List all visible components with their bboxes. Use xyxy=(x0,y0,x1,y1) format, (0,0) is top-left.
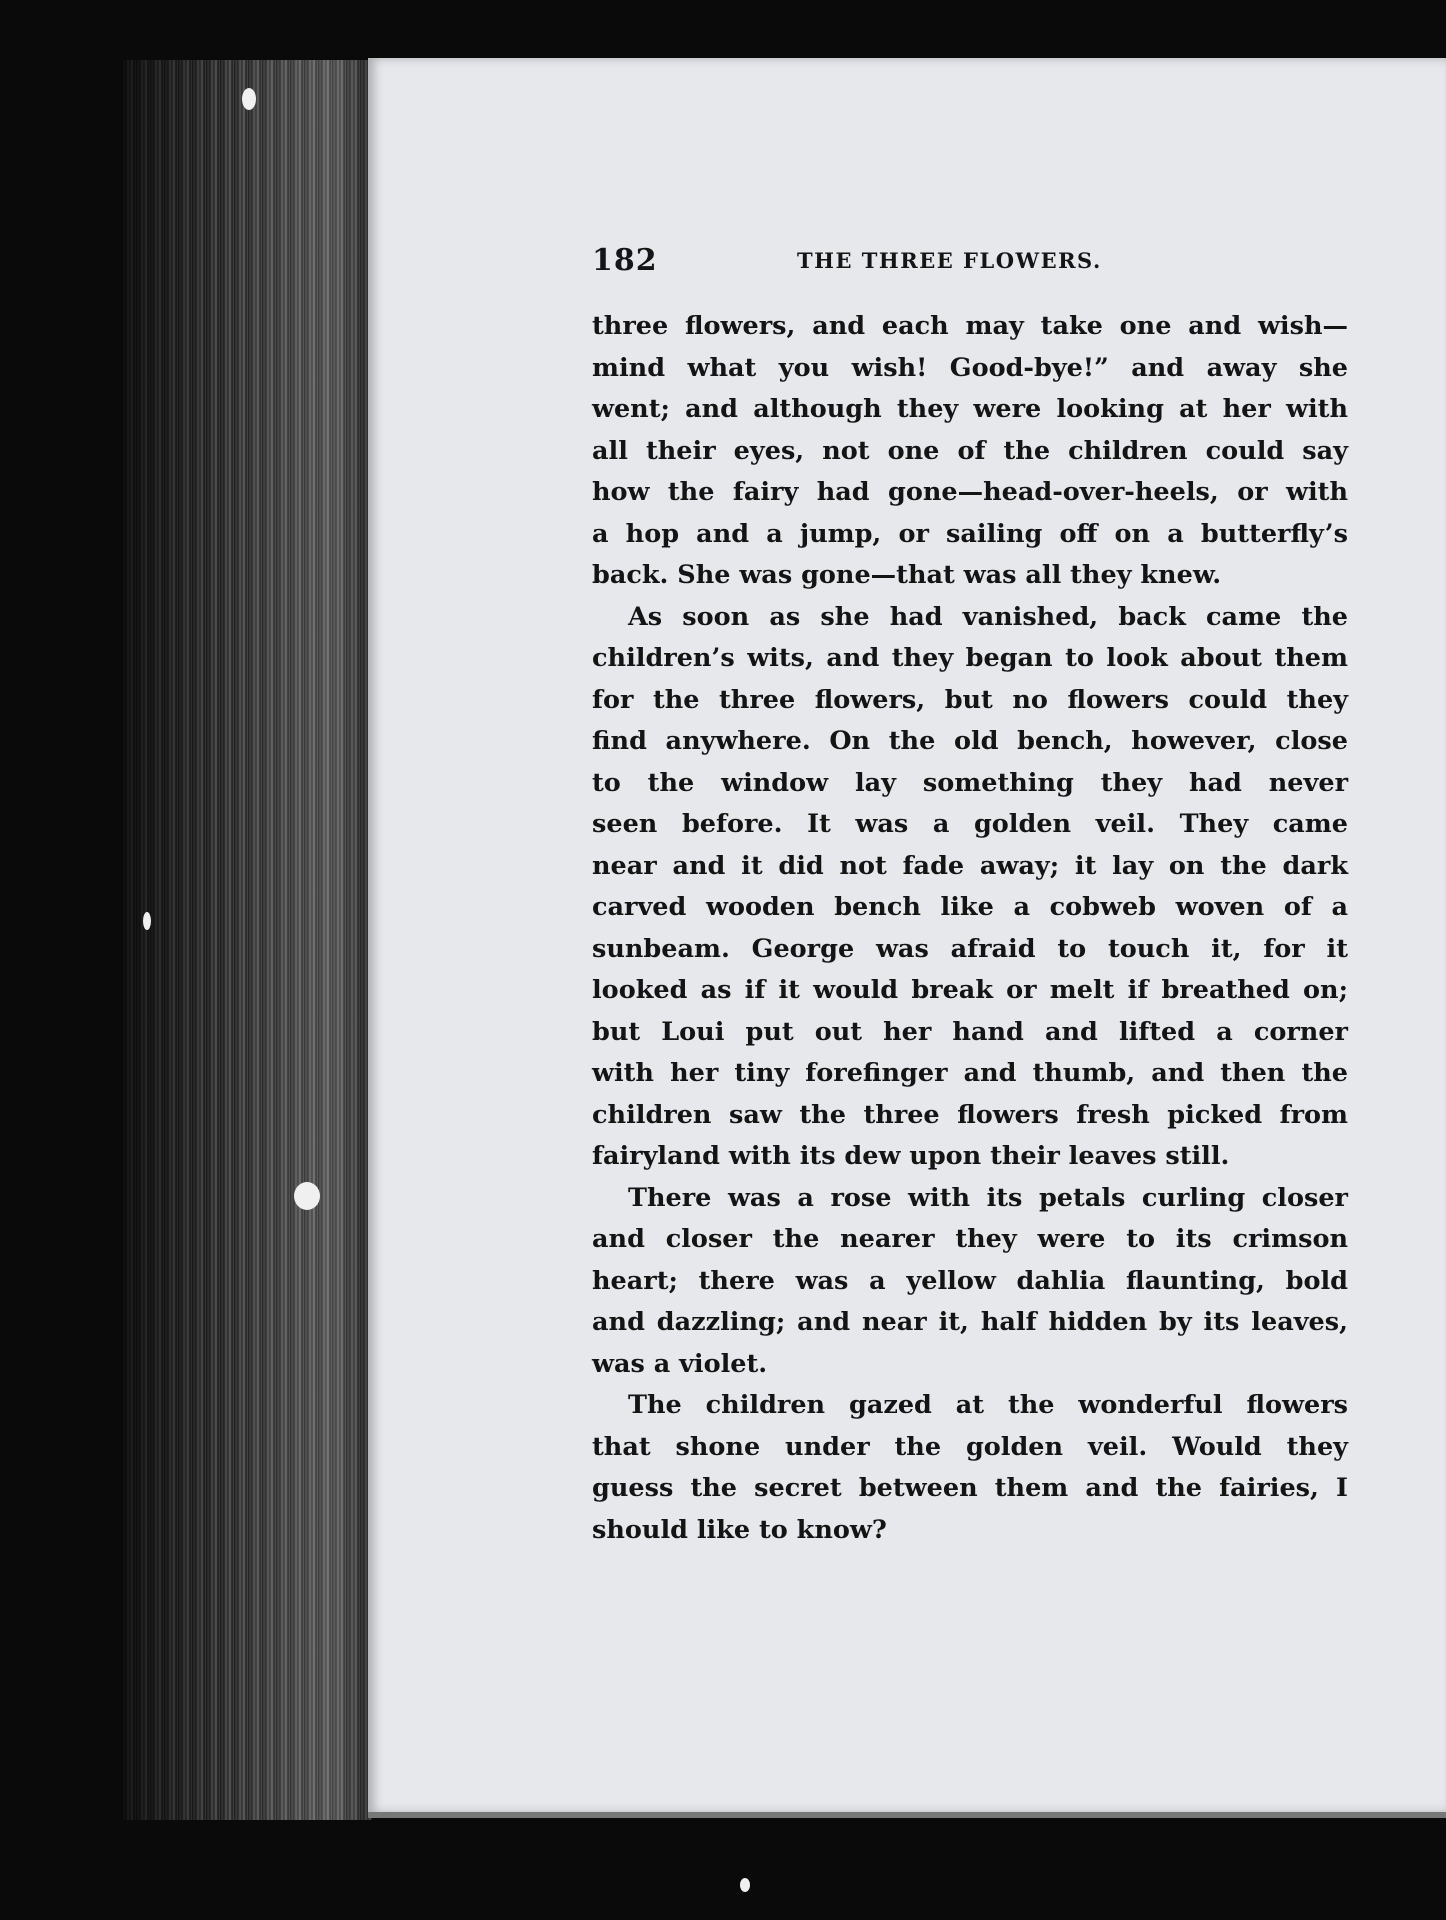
text-line: with her tiny forefinger and thumb, and then the xyxy=(592,1058,1348,1088)
text-line: sunbeam. George was afraid to touch it, for it xyxy=(592,933,1348,964)
text-line: looked as if it would break or melt if breathed on; xyxy=(592,975,1348,1005)
text-line: a hop and a jump, or sailing off on a butterfly’s xyxy=(592,518,1348,549)
text-line: heart; there was a yellow dahlia flaunting, bold xyxy=(592,1265,1348,1296)
page-bottom-edge xyxy=(368,1812,1446,1818)
text-line: children’s wits, and they began to look about them xyxy=(592,643,1348,673)
text-line: three flowers, and each may take one and wish— xyxy=(592,311,1348,341)
text-line: to the window lay something they had never xyxy=(592,767,1348,798)
text-line: back. She was gone—that was all they knew. xyxy=(592,560,1222,590)
text-line: that shone under the golden veil. Would they xyxy=(592,1431,1348,1462)
text-line: guess the secret between them and the fairies, I xyxy=(592,1473,1348,1503)
text-line: children saw the three flowers fresh picked from xyxy=(592,1099,1348,1130)
text-line: carved wooden bench like a cobweb woven of a xyxy=(592,892,1348,922)
page-number: 182 xyxy=(592,243,658,278)
book-page-edges xyxy=(122,60,372,1820)
text-line: and closer the nearer they were to its crimson xyxy=(592,1224,1348,1254)
text-line: fairyland with its dew upon their leaves still. xyxy=(592,1141,1230,1171)
text-line: but Loui put out her hand and lifted a corner xyxy=(592,1016,1348,1047)
text-line: mind what you wish! Good-bye!” and away she xyxy=(592,352,1348,383)
body-text xyxy=(592,306,1348,1551)
running-title: THE THREE FLOWERS. xyxy=(797,248,1102,273)
text-line: near and it did not fade away; it lay on the dark xyxy=(592,850,1348,881)
speck xyxy=(143,912,151,930)
text-line: find anywhere. On the old bench, however, close xyxy=(592,726,1348,756)
text-line: As soon as she had vanished, back came the xyxy=(628,601,1348,632)
text-line: how the fairy had gone—head-over-heels, or with xyxy=(592,477,1348,507)
text-line: should like to know? xyxy=(592,1514,887,1545)
text-line: for the three flowers, but no flowers could they xyxy=(592,684,1348,715)
speck xyxy=(294,1182,320,1210)
text-line: and dazzling; and near it, half hidden by its leaves, xyxy=(592,1307,1348,1337)
running-head xyxy=(592,243,1352,283)
text-line: seen before. It was a golden veil. They came xyxy=(592,809,1348,839)
text-line: was a violet. xyxy=(592,1348,768,1379)
text-line: all their eyes, not one of the children could say xyxy=(592,435,1348,466)
speck xyxy=(242,88,256,110)
text-line: There was a rose with its petals curling closer xyxy=(628,1182,1348,1213)
speck xyxy=(740,1878,750,1892)
text-line: The children gazed at the wonderful flowers xyxy=(628,1390,1348,1420)
text-line: went; and although they were looking at her with xyxy=(592,394,1348,424)
